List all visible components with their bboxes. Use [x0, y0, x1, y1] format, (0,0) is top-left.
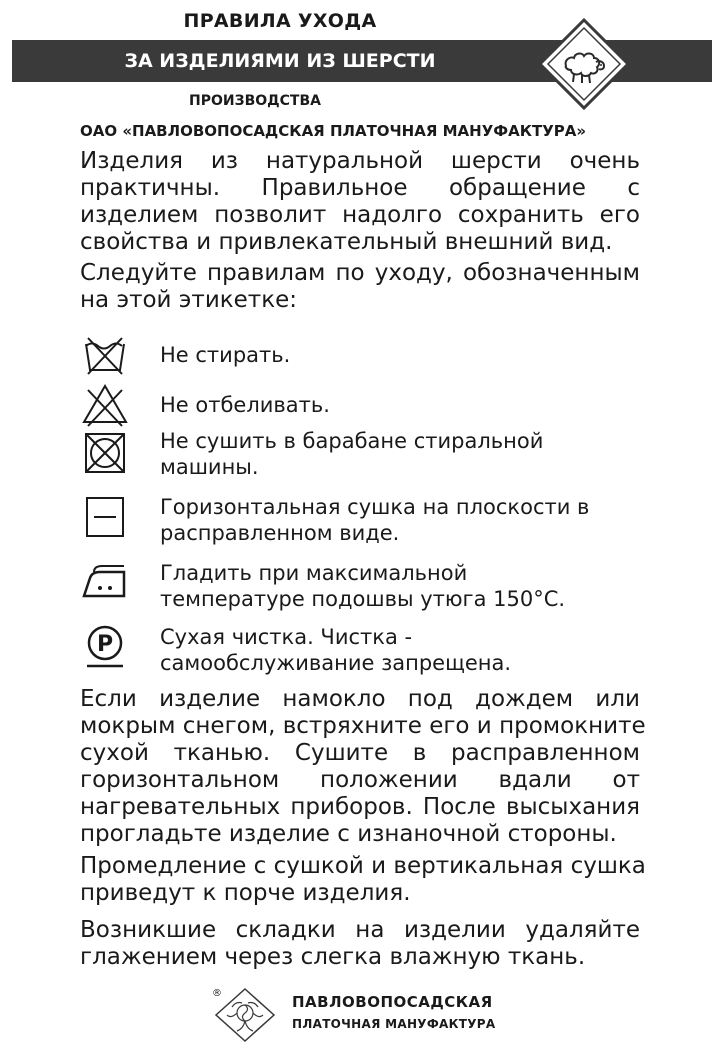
- care-text-line: температуре подошвы утюга 150°С.: [160, 587, 566, 611]
- text-line: сухой тканью. Сушите в расправленном: [80, 740, 640, 766]
- text-line: на этой этикетке:: [80, 287, 297, 313]
- text-line: нагревательных приборов. После высыхания: [80, 794, 640, 820]
- care-item-dry-clean: [80, 622, 680, 682]
- care-item-iron: [80, 558, 680, 618]
- company-name: ОАО «ПАВЛОВОПОСАДСКАЯ ПЛАТОЧНАЯ МАНУФАКТУРА»: [80, 122, 587, 140]
- text-line: изделием позволит надолго сохранить его: [80, 202, 640, 228]
- dry-flat-icon: [80, 492, 130, 542]
- iron-medium-icon: [80, 558, 130, 608]
- care-text: Не стирать.: [160, 343, 291, 367]
- text-line: Изделия из натуральной шерсти очень: [80, 148, 640, 174]
- care-text: [160, 624, 511, 676]
- follow-paragraph: [80, 260, 640, 314]
- do-not-tumble-dry-icon: [80, 428, 130, 478]
- title-line-2: ЗА ИЗДЕЛИЯМИ ИЗ ШЕРСТИ: [124, 50, 436, 72]
- creases-paragraph: [80, 917, 640, 971]
- footer-brand-name: ПАВЛОВОПОСАДСКАЯ: [292, 993, 493, 1011]
- sheep-icon: [536, 16, 632, 112]
- care-text-line: расправленном виде.: [160, 521, 400, 545]
- text-line: прогладьте изделие с изнаночной стороны.: [80, 821, 617, 847]
- care-text-line: Горизонтальная сушка на плоскости в: [160, 495, 590, 519]
- care-text-line: машины.: [160, 455, 259, 479]
- registered-mark: ®: [212, 988, 222, 999]
- care-text-line: Не сушить в барабане стиральной: [160, 429, 544, 453]
- text-line: Следуйте правилам по уходу, обозначенным: [80, 260, 640, 286]
- text-line: приведут к порче изделия.: [80, 880, 411, 906]
- producer-label: ПРОИЗВОДСТВА: [189, 93, 321, 109]
- text-line: Если изделие намокло под дождем или: [80, 686, 640, 712]
- text-line: глажением через слегка влажную ткань.: [80, 944, 586, 970]
- text-line: горизонтальном положении вдали от: [80, 767, 640, 793]
- delay-paragraph: [80, 853, 646, 907]
- intro-paragraph: [80, 148, 640, 256]
- care-text: [160, 428, 543, 480]
- text-line: Возникшие складки на изделии удаляйте: [80, 917, 640, 943]
- rose-logo-icon: [210, 985, 280, 1045]
- rain-paragraph: [80, 686, 646, 848]
- care-text-line: самообслуживание запрещена.: [160, 651, 512, 675]
- do-not-bleach-icon: [80, 380, 130, 430]
- footer-brand-sub: ПЛАТОЧНАЯ МАНУФАКТУРА: [292, 1017, 496, 1031]
- dry-clean-p-icon: [80, 622, 130, 672]
- text-line: мокрым снегом, встряхните его и промокните: [80, 713, 646, 739]
- care-text: Не отбеливать.: [160, 393, 330, 417]
- care-text-line: Сухая чистка. Чистка -: [160, 625, 413, 649]
- care-item-no-tumble-dry: [80, 428, 680, 488]
- text-line: свойства и привлекательный внешний вид.: [80, 229, 613, 255]
- title-line-1: ПРАВИЛА УХОДА: [183, 10, 377, 32]
- care-text: [160, 560, 565, 612]
- care-text: [160, 494, 589, 546]
- text-line: Промедление с сушкой и вертикальная сушка: [80, 853, 646, 879]
- text-line: практичны. Правильное обращение с: [80, 175, 640, 201]
- do-not-wash-icon: [80, 330, 130, 380]
- care-item-dry-flat: [80, 492, 680, 552]
- svg-text:P: P: [96, 632, 114, 657]
- care-text-line: Гладить при максимальной: [160, 561, 468, 585]
